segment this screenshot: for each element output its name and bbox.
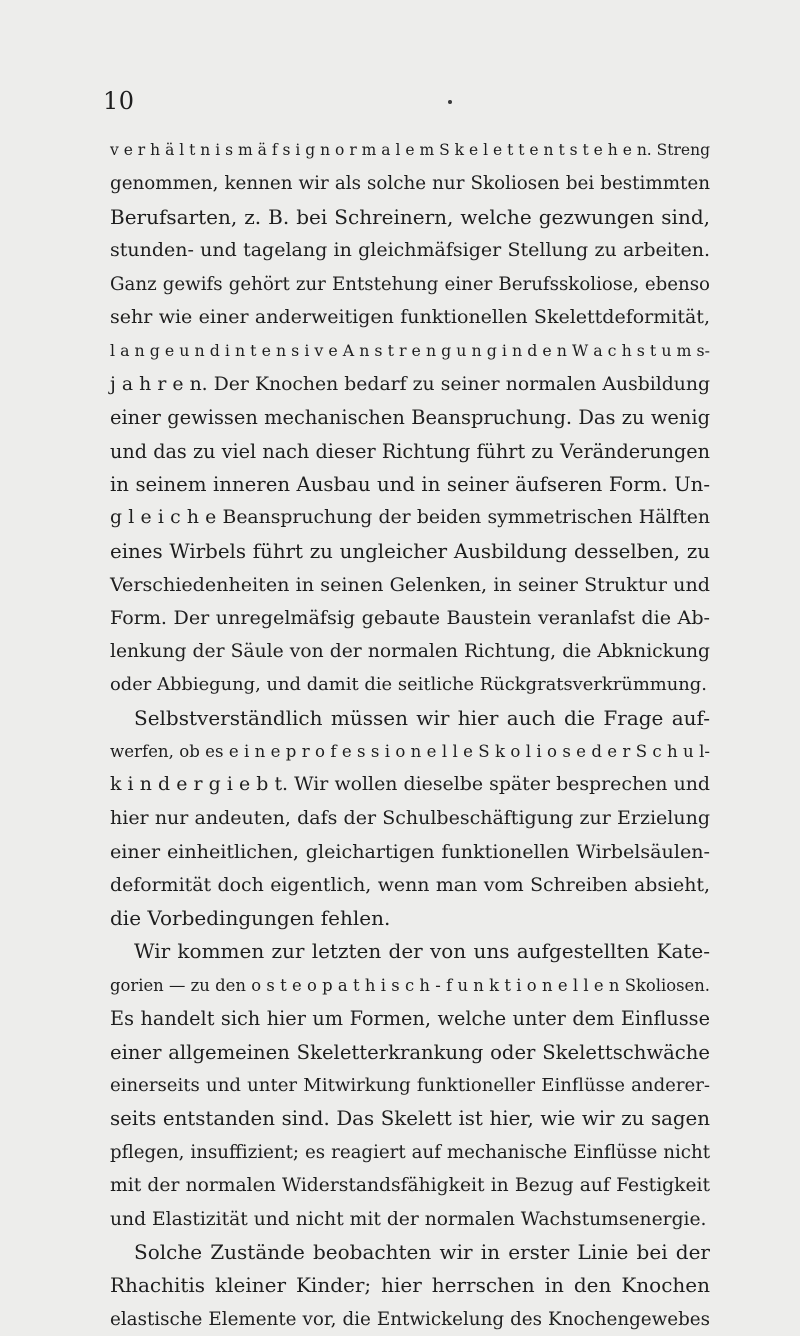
text-line: Wir kommen zur letzten der von uns aufgestellten Kate-	[134, 939, 710, 964]
text-line: hier nur andeuten, dafs der Schulbeschäftigung zur Erzielung	[110, 806, 710, 829]
text-line: deformität doch eigentlich, wenn man vom Schreiben absieht,	[110, 873, 710, 896]
text-line: seits entstanden sind. Das Skelett ist hier, wie wir zu sagen	[110, 1107, 710, 1131]
text-line: gorien — zu den o s t e o p a t h i s c h - f u n k t i o n e l l e n Skoliosen.	[110, 975, 710, 995]
text-line: die Vorbedingungen fehlen.	[110, 905, 391, 930]
body-text	[110, 134, 710, 1336]
text-line: v e r h ä l t n i s m ä f s i g n o r m a l e m S k e l e t t e n t s t e h e n. Streng	[110, 141, 710, 159]
text-line: g l e i c h e Beanspruchung der beiden symmetrischen Hälften	[110, 507, 710, 529]
text-line: Es handelt sich hier um Formen, welche unter dem Einflusse	[110, 1007, 710, 1031]
text-line: mit der normalen Widerstandsfähigkeit in Bezug auf Festigkeit	[110, 1175, 710, 1197]
text-line: und Elastizität und nicht mit der normalen Wachstumsenergie.	[110, 1208, 707, 1230]
text-line: oder Abbiegung, und damit die seitliche Rückgratsverkrümmung.	[110, 674, 707, 696]
text-line: einer allgemeinen Skeletterkrankung oder Skelettschwäche	[110, 1040, 710, 1064]
text-line: j a h r e n. Der Knochen bedarf zu seiner normalen Ausbildung	[110, 373, 710, 395]
text-line: lenkung der Säule von der normalen Richtung, die Abknickung	[110, 640, 710, 662]
text-line: werfen, ob es e i n e p r o f e s s i o n e l l e S k o l i o s e d e r S c h u l-	[110, 742, 710, 762]
text-line: in seinem inneren Ausbau und in seiner äufseren Form. Un-	[110, 472, 710, 496]
text-line: Selbstverständlich müssen wir hier auch die Frage auf-	[134, 705, 710, 730]
text-line: Verschiedenheiten in seinen Gelenken, in seiner Struktur und	[110, 573, 710, 597]
text-line: k i n d e r g i e b t. Wir wollen dieselbe später besprechen und	[110, 773, 710, 796]
text-line: genommen, kennen wir als solche nur Skoliosen bei bestimmten	[110, 173, 710, 195]
text-line: einer gewissen mechanischen Beanspruchung. Das zu wenig	[110, 406, 710, 430]
text-line: sehr wie einer anderweitigen funktionellen Skelettdeformität,	[110, 305, 710, 328]
text-line: einer einheitlichen, gleichartigen funktionellen Wirbelsäulen-	[110, 840, 710, 864]
text-line: einerseits und unter Mitwirkung funktioneller Einflüsse anderer-	[110, 1074, 710, 1096]
text-line: Berufsarten, z. B. bei Schreinern, welche gezwungen sind,	[110, 204, 710, 229]
text-line: l a n g e u n d i n t e n s i v e A n s t r e n g u n g i n d e n W a c h s t u m s-	[110, 341, 710, 361]
text-line: elastische Elemente vor, die Entwickelung des Knochengewebes	[110, 1308, 710, 1330]
text-line: Solche Zustände beobachten wir in erster Linie bei der	[134, 1239, 710, 1264]
text-line: Form. Der unregelmäfsig gebaute Baustein veranlafst die Ab-	[110, 606, 710, 630]
text-line: eines Wirbels führt zu ungleicher Ausbildung desselben, zu	[110, 539, 710, 563]
page-number: 10	[103, 87, 135, 115]
text-line: und das zu viel nach dieser Richtung führt zu Veränderungen	[110, 439, 710, 463]
print-mark	[448, 100, 452, 104]
text-line: Ganz gewifs gehört zur Entstehung einer Berufsskoliose, ebenso	[110, 273, 710, 295]
text-line: stunden- und tagelang in gleichmäfsiger Stellung zu arbeiten.	[110, 239, 710, 262]
text-line: pflegen, insuffizient; es reagiert auf mechanische Einflüsse nicht	[110, 1141, 710, 1163]
text-line: Rhachitis kleiner Kinder; hier herrschen in den Knochen	[110, 1273, 710, 1298]
